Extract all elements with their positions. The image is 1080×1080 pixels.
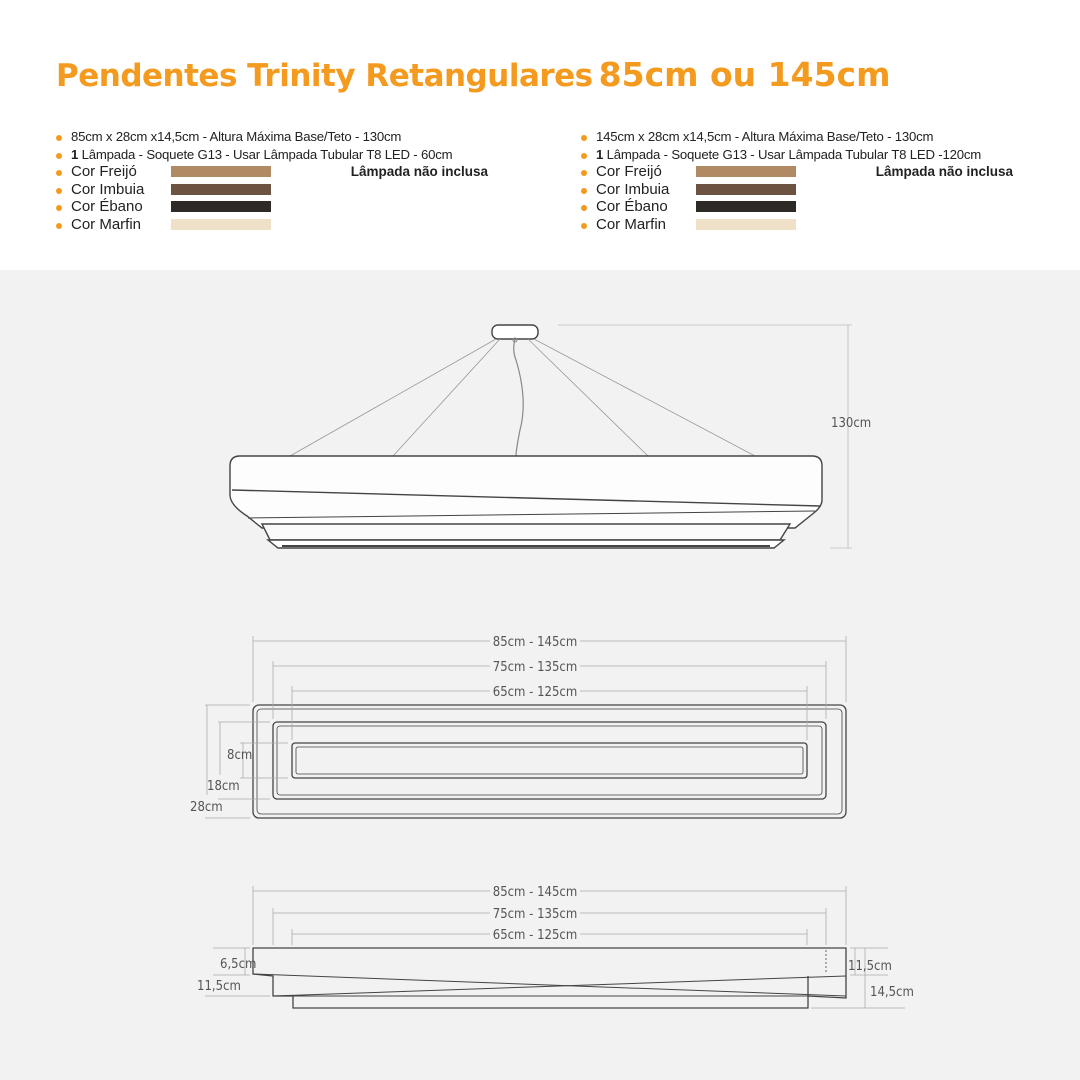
top-dim-inner: 65cm - 125cm	[492, 685, 578, 700]
pendant-perspective-view	[230, 325, 822, 548]
top-view-drawing	[253, 705, 846, 818]
title-main: Pendentes Trinity Retangulares	[56, 58, 593, 94]
power-cord	[514, 339, 523, 456]
color-option-marfin: Cor Marfin	[581, 216, 1051, 234]
color-option-ebano: Cor Ébano	[56, 198, 526, 216]
height-label: 130cm	[831, 416, 872, 431]
lamp-not-included-note: Lâmpada não inclusa	[875, 164, 1013, 179]
color-option-ebano: Cor Ébano	[581, 198, 1051, 216]
lamp-not-included-note: Lâmpada não inclusa	[350, 164, 488, 179]
side-dim-6-5cm: 6,5cm	[220, 957, 257, 972]
top-dim-28cm: 28cm	[190, 800, 223, 815]
top-dim-8cm: 8cm	[227, 748, 253, 763]
side-outer-frame	[253, 948, 846, 1008]
top-dim-middle: 75cm - 135cm	[492, 660, 578, 675]
title-sizes: 85cm ou 145cm	[598, 55, 891, 94]
color-option-marfin: Cor Marfin	[56, 216, 526, 234]
side-view-drawing	[253, 948, 846, 1008]
color-option-freijo: Cor Freijó	[56, 163, 526, 181]
top-inner-frame	[292, 743, 807, 778]
top-dim-outer: 85cm - 145cm	[492, 635, 578, 650]
color-option-freijo: Cor Freijó	[581, 163, 1051, 181]
side-dim-11-5cm-left: 11,5cm	[197, 979, 241, 994]
color-option-imbuia: Cor Imbuia	[56, 181, 526, 199]
top-middle-frame	[273, 722, 826, 799]
spec-dimensions: 145cm x 28cm x14,5cm - Altura Máxima Base/Teto - 130cm	[581, 128, 1051, 146]
side-dim-outer: 85cm - 145cm	[492, 885, 578, 900]
spec-lamp: 1 Lâmpada - Soquete G13 - Usar Lâmpada Tubular T8 LED - 60cm	[56, 146, 526, 164]
side-view-dimension-lines	[205, 886, 905, 1008]
side-dim-middle: 75cm - 135cm	[492, 907, 578, 922]
color-option-imbuia: Cor Imbuia	[581, 181, 1051, 199]
spec-dimensions: 85cm x 28cm x14,5cm - Altura Máxima Base/Teto - 130cm	[56, 128, 526, 146]
side-dim-14-5cm: 14,5cm	[870, 985, 914, 1000]
side-dim-11-5cm-right: 11,5cm	[848, 959, 892, 974]
inner-frame	[262, 524, 790, 540]
side-dim-inner: 65cm - 125cm	[492, 928, 578, 943]
ceiling-canopy	[492, 325, 538, 339]
top-dim-18cm: 18cm	[207, 779, 240, 794]
spec-lamp: 1 Lâmpada - Soquete G13 - Usar Lâmpada Tubular T8 LED -120cm	[581, 146, 1051, 164]
